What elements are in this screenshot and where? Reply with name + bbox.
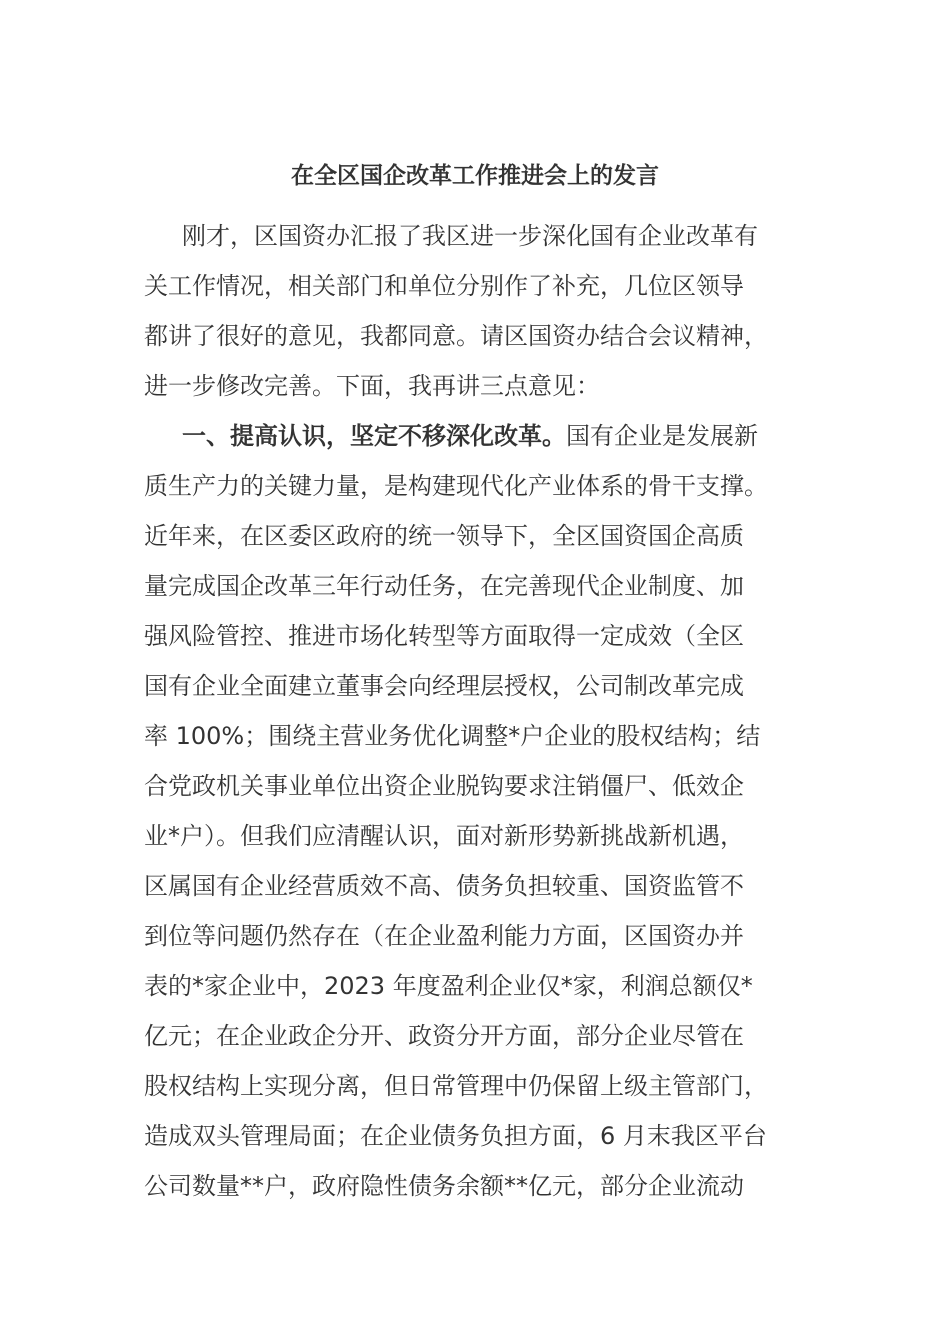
paragraph-line: 区属国有企业经营质效不高、债务负担较重、国资监管不 [144, 872, 744, 900]
paragraph-line: 量完成国企改革三年行动任务，在完善现代企业制度、加 [144, 572, 744, 600]
paragraph-line: 公司数量**户，政府隐性债务余额**亿元，部分企业流动 [144, 1172, 744, 1200]
paragraph-line: 强风险管控、推进市场化转型等方面取得一定成效（全区 [144, 622, 744, 650]
paragraph-line: 近年来，在区委区政府的统一领导下，全区国资国企高质 [144, 522, 744, 550]
paragraph-line: 质生产力的关键力量，是构建现代化产业体系的骨干支撑。 [144, 472, 768, 500]
paragraph-line: 股权结构上实现分离，但日常管理中仍保留上级主管部门， [144, 1072, 768, 1100]
paragraph-line: 合党政机关事业单位出资企业脱钩要求注销僵尸、低效企 [144, 772, 744, 800]
paragraph-line: 亿元；在企业政企分开、政资分开方面，部分企业尽管在 [144, 1022, 744, 1050]
paragraph-line: 进一步修改完善。下面，我再讲三点意见： [144, 372, 600, 400]
paragraph-line: 都讲了很好的意见，我都同意。请区国资办结合会议精神， [144, 322, 768, 350]
paragraph-line: 造成双头管理局面；在企业债务负担方面，6 月末我区平台 [144, 1122, 767, 1150]
paragraph-text: 国有企业是发展新 [566, 422, 758, 450]
paragraph-line: 国有企业全面建立董事会向经理层授权，公司制改革完成 [144, 672, 744, 700]
paragraph-line: 到位等问题仍然存在（在企业盈利能力方面，区国资办并 [144, 922, 744, 950]
paragraph-line: 率 100%；围绕主营业务优化调整*户企业的股权结构；结 [144, 722, 761, 750]
paragraph-line: 关工作情况，相关部门和单位分别作了补充，几位区领导 [144, 272, 744, 300]
document-title: 在全区国企改革工作推进会上的发言 [291, 163, 659, 189]
section-first-line [144, 416, 804, 456]
paragraph-line: 刚才，区国资办汇报了我区进一步深化国有企业改革有 [182, 222, 758, 250]
section-heading: 一、提高认识，坚定不移深化改革。 [182, 422, 566, 450]
paragraph-line: 表的*家企业中，2023 年度盈利企业仅*家，利润总额仅* [144, 972, 753, 1000]
paragraph-line: 业*户）。但我们应清醒认识，面对新形势新挑战新机遇， [144, 822, 744, 850]
